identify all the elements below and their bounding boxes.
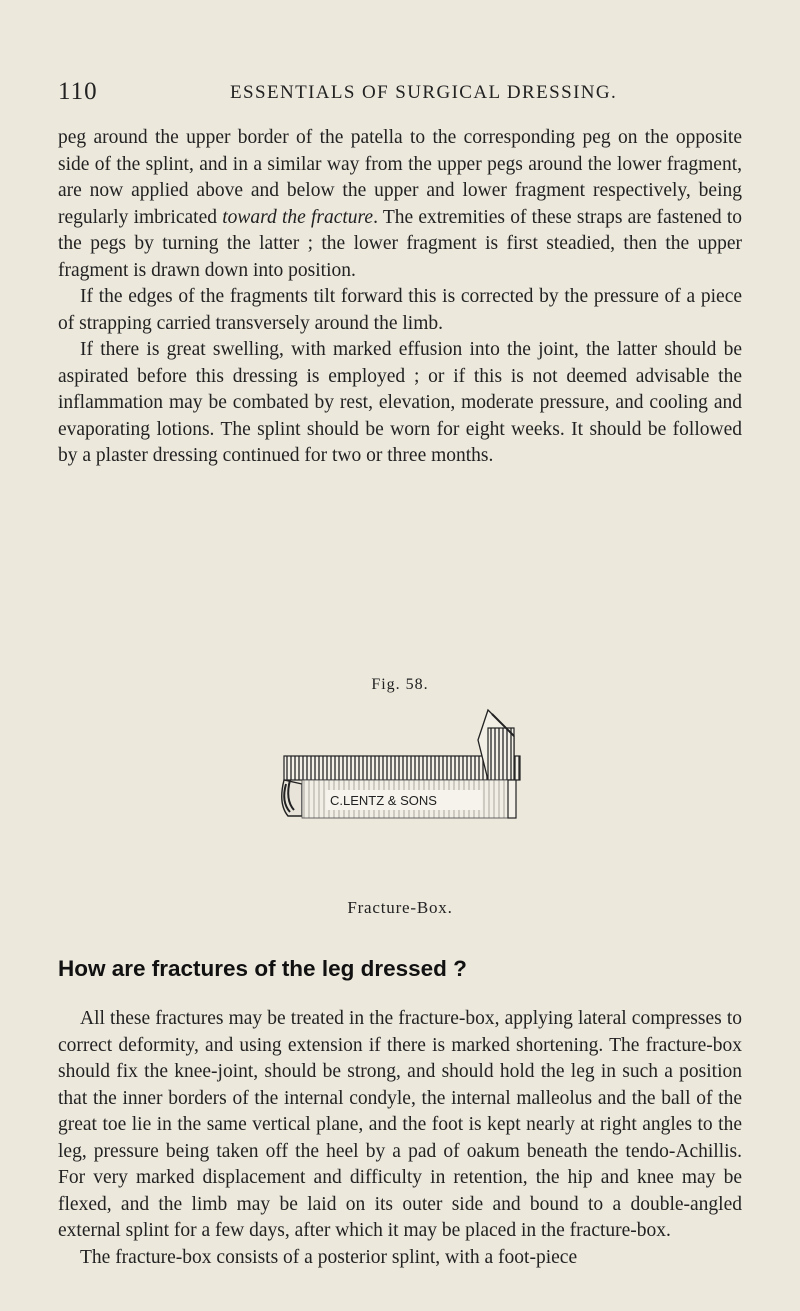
text-block-upper xyxy=(58,125,742,470)
paragraph: All these fractures may be treated in the fracture-box, applying lateral compresses to correct deformity, and using extension if there is marked shortening. The fracture-box should fix the knee-joint, should be strong, and should hold the leg in such a position that the inner borders of the internal condyle, the internal malleolus and the ball of the great toe lie in the same vertical plane, and the foot is kept nearly at right angles to the leg, pressure being taken off the heel by a pad of oakum beneath the tendo-Achillis. For very marked displacement and difficulty in retention, the hip and knee may be flexed, and the limb may be laid on its outer side and bound to a double-angled external splint for a few days, after which it may be placed in the fracture-box. xyxy=(58,1008,742,1241)
figure-label: Fig. 58. xyxy=(371,676,429,693)
paragraph-continued: peg around the upper border of the patella to the corresponding peg on the opposite side of the splint, and in a similar way from the upper pegs around the lower fragment, are now applied above and below the upper and lower fragment respectively, being regularly imbricated toward the fracture. The extremities of these straps are fastened to the pegs by turning the latter ; the lower fragment is first steadied, then the upper fragment is drawn down into position. xyxy=(58,127,742,281)
page-number: 110 xyxy=(58,78,98,105)
figure-caption: Fracture-Box. xyxy=(347,898,453,917)
paragraph: If there is great swelling, with marked effusion into the joint, the latter should be aspirated before this dressing is employed ; or if this is not deemed advisable the inflammation may be combated by rest, elevation, moderate pressure, and cooling and evaporating lotions. The splint should be worn for eight weeks. It should be followed by a plaster dressing continued for two or three months. xyxy=(58,339,742,466)
text-block-lower xyxy=(58,1006,742,1271)
fracture-box-drawing xyxy=(278,706,526,896)
page-header xyxy=(58,78,738,108)
section-heading: How are fractures of the leg dressed ? xyxy=(58,956,467,981)
running-title: ESSENTIALS OF SURGICAL DRESSING. xyxy=(230,82,618,103)
emphasis: toward the fracture xyxy=(222,206,374,228)
maker-mark: C.LENTZ & SONS xyxy=(330,793,437,808)
paragraph: If the edges of the fragments tilt forward this is corrected by the pressure of a piece of strapping carried transversely around the limb. xyxy=(58,286,742,334)
fracture-box-illustration xyxy=(278,706,526,896)
paragraph: The fracture-box consists of a posterior splint, with a foot-piece xyxy=(80,1246,578,1268)
